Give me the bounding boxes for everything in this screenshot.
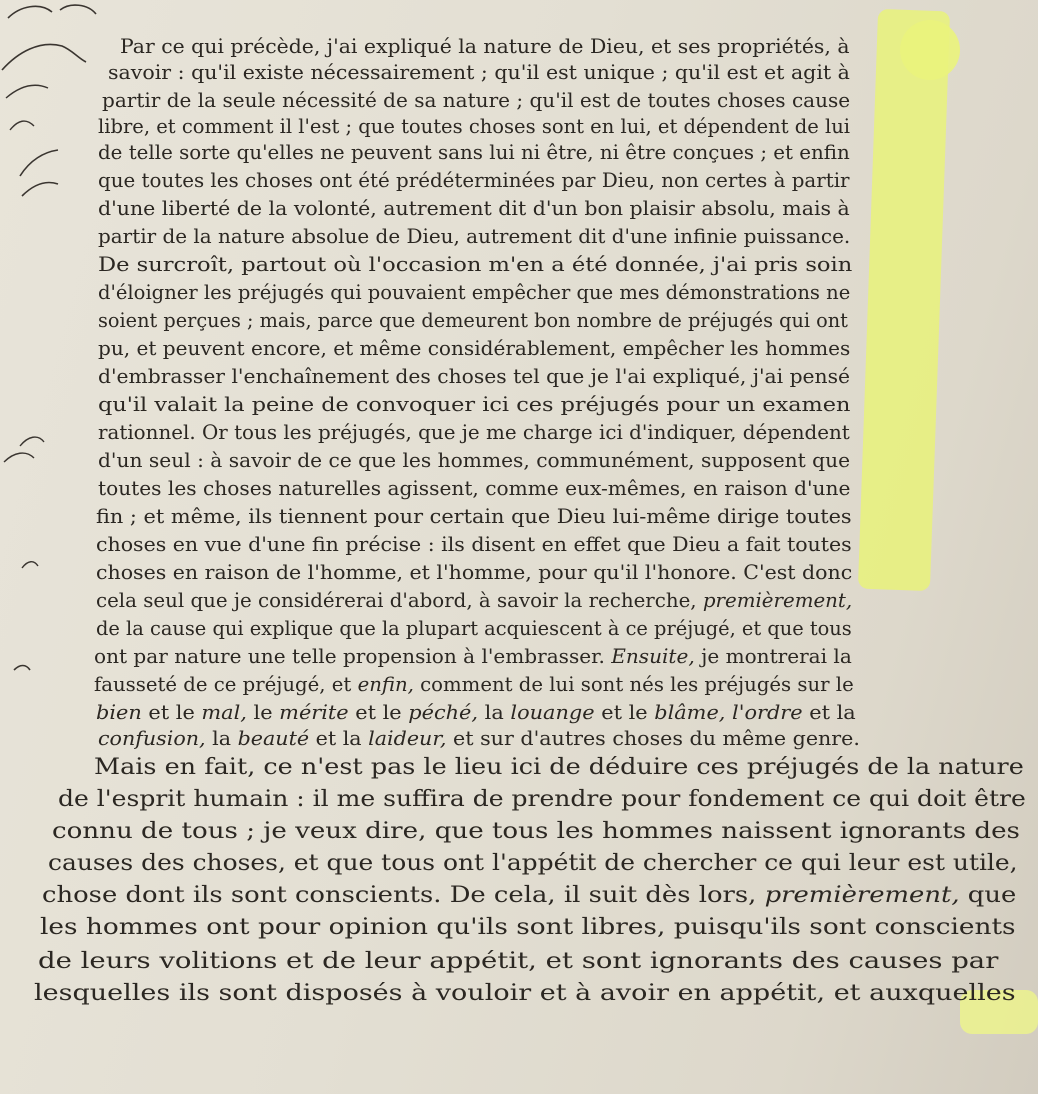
text-line: bien et le mal, le mérite et le péché, la louange et le blâme, l'ordre et la — [96, 700, 856, 724]
text-line: que toutes les choses ont été prédéterminées par Dieu, non certes à partir — [98, 168, 850, 192]
text-line: fausseté de ce préjugé, et enfin, comment de lui sont nés les préjugés sur le — [94, 672, 854, 696]
text-line: Mais en fait, ce n'est pas le lieu ici de déduire ces préjugés de la nature — [94, 755, 1024, 780]
text-line: rationnel. Or tous les préjugés, que je me charge ici d'indiquer, dépendent — [98, 420, 850, 444]
text-line: de l'esprit humain : il me suffira de prendre pour fondement ce qui doit être — [58, 787, 1026, 812]
text-line: pu, et peuvent encore, et même considérablement, empêcher les hommes — [98, 336, 851, 360]
text-line: de la cause qui explique que la plupart acquiescent à ce préjugé, et que tous — [96, 616, 852, 640]
text-line: de leurs volitions et de leur appétit, et sont ignorants des causes par — [38, 949, 999, 974]
text-line: toutes les choses naturelles agissent, comme eux-mêmes, en raison d'une — [98, 476, 851, 500]
highlighter-mark — [858, 9, 950, 591]
text-line: choses en vue d'une fin précise : ils disent en effet que Dieu a fait toutes — [96, 532, 852, 556]
text-line: soient perçues ; mais, parce que demeurent bon nombre de préjugés qui ont — [98, 308, 848, 332]
text-line: d'embrasser l'enchaînement des choses tel que je l'ai expliqué, j'ai pensé — [98, 364, 850, 388]
text-line: choses en raison de l'homme, et l'homme, pour qu'il l'honore. C'est donc — [96, 560, 853, 584]
text-line: libre, et comment il l'est ; que toutes choses sont en lui, et dépendent de lui — [98, 114, 851, 138]
text-line: connu de tous ; je veux dire, que tous les hommes naissent ignorants des — [52, 819, 1020, 844]
text-line: de telle sorte qu'elles ne peuvent sans lui ni être, ni être conçues ; et enfin — [98, 140, 850, 164]
text-line: cela seul que je considérerai d'abord, à savoir la recherche, premièrement, — [96, 588, 853, 612]
text-line: partir de la nature absolue de Dieu, autrement dit d'une infinie puissance. — [98, 224, 851, 248]
text-line: De surcroît, partout où l'occasion m'en a été donnée, j'ai pris soin — [98, 252, 853, 276]
text-line: d'une liberté de la volonté, autrement dit d'un bon plaisir absolu, mais à — [98, 196, 850, 220]
text-line: d'éloigner les préjugés qui pouvaient empêcher que mes démonstrations ne — [98, 280, 851, 304]
text-line: savoir : qu'il existe nécessairement ; qu'il est unique ; qu'il est et agit à — [108, 60, 850, 84]
text-line: les hommes ont pour opinion qu'ils sont libres, puisqu'ils sont conscients — [40, 915, 1016, 940]
text-line: lesquelles ils sont disposés à vouloir et à avoir en appétit, et auxquelles — [34, 981, 1016, 1006]
highlighter-mark-top — [900, 20, 960, 80]
text-line: ont par nature une telle propension à l'embrasser. Ensuite, je montrerai la — [94, 644, 852, 668]
text-line: confusion, la beauté et la laideur, et sur d'autres choses du même genre. — [98, 726, 860, 750]
text-line: fin ; et même, ils tiennent pour certain que Dieu lui-même dirige toutes — [96, 504, 852, 528]
text-line: partir de la seule nécessité de sa nature ; qu'il est de toutes choses cause — [102, 88, 851, 112]
text-line: d'un seul : à savoir de ce que les hommes, communément, supposent que — [98, 448, 851, 472]
text-line: Par ce qui précède, j'ai expliqué la nature de Dieu, et ses propriétés, à — [120, 34, 850, 58]
text-line: causes des choses, et que tous ont l'appétit de chercher ce qui leur est utile, — [48, 851, 1018, 876]
text-line: chose dont ils sont conscients. De cela, il suit dès lors, premièrement, que — [42, 883, 1017, 908]
handwritten-margin-notes — [0, 0, 110, 720]
text-line: qu'il valait la peine de convoquer ici ces préjugés pour un examen — [98, 392, 851, 416]
